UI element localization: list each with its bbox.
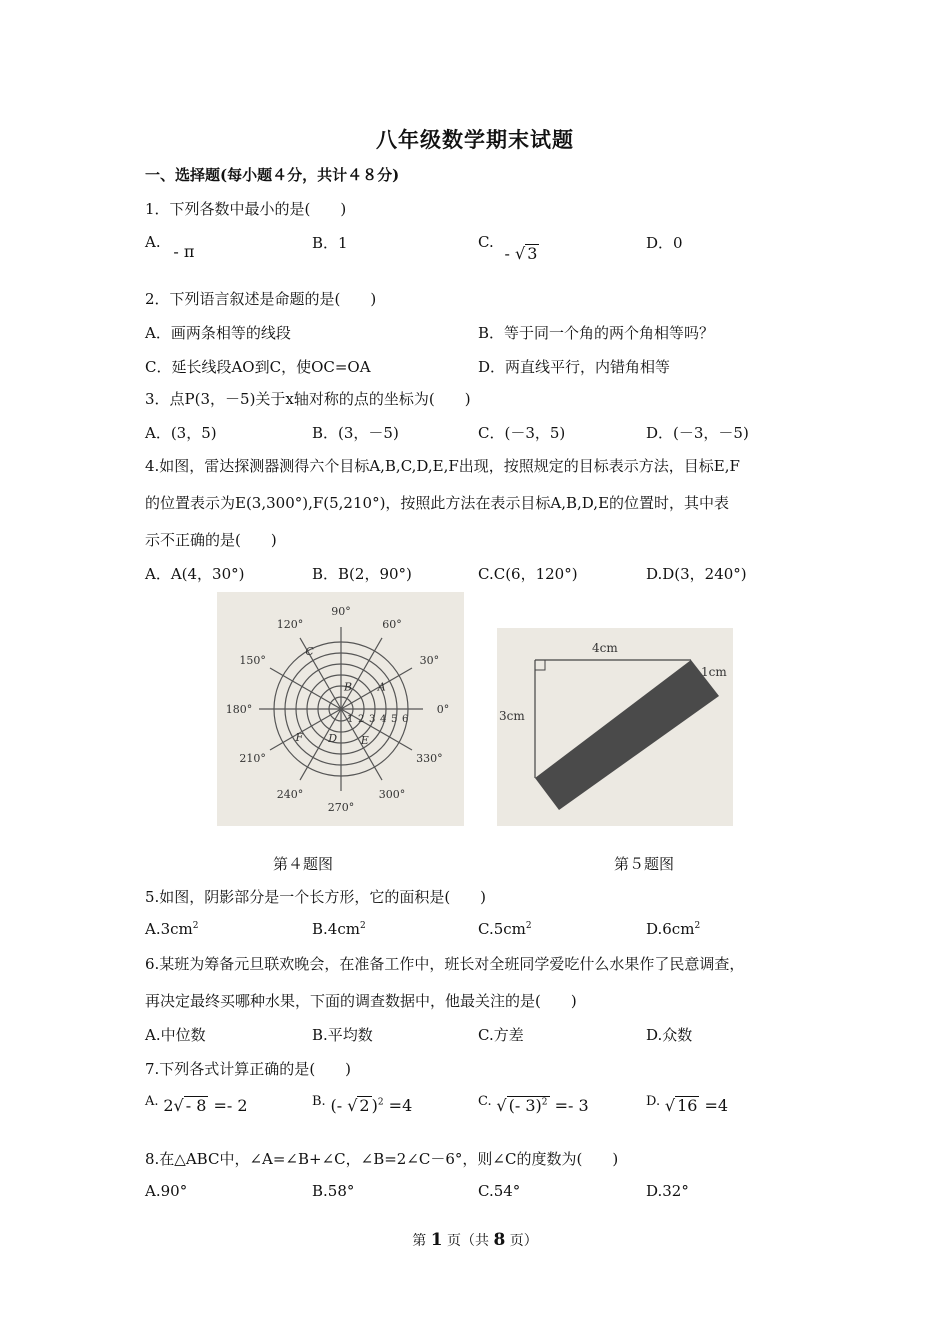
expr-d: √ 16 =4 [664,1096,729,1115]
radicand-group [507,1096,550,1115]
angle-label: 0° [436,703,450,716]
option-text: A.3cm [145,920,193,938]
question-3: 3．点P(3，－5)关于x轴对称的点的坐标为( ) [145,390,471,408]
shaded-rectangle [535,660,719,810]
result: =- 3 [549,1096,589,1115]
neg-sqrt3: - √ 3 [504,244,538,263]
figure-4-caption: 第４题图 [273,855,334,873]
question-5: 5.如图，阴影部分是一个长方形，它的面积是( ) [145,888,487,906]
figure-5-diagram [497,628,733,826]
question-4-line-1: 4.如图，雷达探测器测得六个目标A,B,C,D,E,F出现，按照规定的目标表示方法，目标E,F [145,457,740,475]
q4-option-c: C.C(6，120°) [478,565,578,583]
page-number: 1 [430,1230,443,1250]
q5-option-a [145,920,199,938]
angle-label: 150° [239,654,266,667]
question-2: 2．下列语言叙述是命题的是( ) [145,290,377,308]
figure-5-caption: 第５题图 [614,855,675,873]
option-text: D.6cm [646,920,695,938]
option-label: A. [145,233,161,251]
q3-option-c: C．(－3，5) [478,424,566,442]
q4-option-b: B．B(2，90°) [312,565,412,583]
label-4cm: 4cm [592,641,618,655]
superscript: 2 [694,921,701,931]
ring-number-label: 4 [380,714,387,725]
page-title: 八年级数学期末试题 [376,127,574,152]
q5-option-b [312,920,366,938]
footer-text: 页） [505,1233,538,1249]
question-4-line-2: 的位置表示为E(3,300°),F(5,210°)，按照此方法在表示目标A,B,D,E的位置时，其中表 [145,494,730,512]
target-point-label: E [360,734,369,748]
q1-option-d: D．0 [646,234,683,252]
q4-option-a: A．A(4，30°) [145,565,245,583]
q1-option-b: B．1 [312,234,348,252]
radicand: - 8 [185,1096,207,1115]
q6-option-b: B.平均数 [312,1026,373,1044]
exponent: 2 [377,1097,384,1108]
angle-label: 270° [327,801,355,814]
radicand: 2 [359,1096,370,1115]
q7-option-d [646,1096,728,1115]
rectangle-diagram [497,628,733,826]
q1-option-a [145,232,195,261]
option-label: C. [478,233,494,251]
target-point-label: D [328,732,338,746]
ring-number-label: 1 [347,714,354,725]
radicand: 3 [527,244,538,263]
ring-number-label: 3 [369,714,376,725]
minus-sign: - [504,244,515,263]
result: =- 2 [208,1096,248,1115]
superscript: 2 [525,921,532,931]
option-text: B.4cm [312,920,360,938]
q8-option-c: C.54° [478,1182,521,1200]
footer-text: 第 [412,1233,431,1249]
coef: 2 [163,1096,174,1115]
right-angle-mark [535,660,545,670]
section-heading: 一、选择题(每小题４分，共计４８分) [145,166,400,184]
superscript: 2 [192,921,199,931]
q3-option-a: A．(3，5) [145,424,217,442]
question-4-line-3: 示不正确的是( ) [145,531,277,549]
question-1: 1．下列各数中最小的是( ) [145,200,347,218]
radicand: (- 3) [508,1096,542,1115]
expr-c: √ (- 3)$^2$ =- 3 [496,1096,589,1115]
question-8: 8.在△ABC中，∠A=∠B+∠C，∠B=2∠C－6°，则∠C的度数为( ) [145,1150,619,1168]
q6-option-a: A.中位数 [145,1026,206,1044]
q2-option-d: D．两直线平行，内错角相等 [478,358,671,376]
question-6-line-2: 再决定最终买哪种水果，下面的调查数据中，他最关注的是( ) [145,992,577,1010]
q7-option-b [312,1096,412,1115]
q7-option-c [478,1096,589,1115]
q4-option-d: D.D(3，240°) [646,565,747,583]
open-paren: (- [330,1096,348,1115]
angle-label: 180° [225,703,253,716]
question-7: 7.下列各式计算正确的是( ) [145,1060,352,1078]
radicand: 16 [677,1096,698,1115]
q1-option-c [478,232,538,263]
target-point-label: B [344,680,353,694]
expr-a: 2√ - 8 =- 2 [163,1096,248,1115]
label-3cm: 3cm [499,709,525,723]
page-footer [0,1230,950,1250]
ring-number-label: 5 [391,714,398,725]
expr-b: (- √ 2 )$^2$ =4 [330,1096,413,1115]
angle-label: 240° [276,787,304,801]
target-point-label: F [295,731,304,744]
q3-option-b: B．(3，－5) [312,424,399,442]
q2-option-a: A．画两条相等的线段 [145,324,291,342]
angle-label: 120° [276,618,304,632]
option-label: D. [646,1094,661,1109]
ring-number-label: 6 [402,714,409,725]
angle-label: 60° [382,618,402,632]
angle-label: 210° [239,752,266,765]
q2-option-c: C．延长线段AO到C，使OC=OA [145,358,371,376]
target-point-label: A [377,680,386,694]
option-label: A. [145,1094,159,1109]
question-6-line-1: 6.某班为筹备元旦联欢晚会，在准备工作中，班长对全班同学爱吃什么水果作了民意调查， [145,955,745,973]
q8-option-a: A.90° [145,1182,188,1200]
page-total: 8 [493,1230,506,1250]
result: =4 [699,1096,729,1115]
angle-label: 30° [419,654,440,667]
angle-label: 90° [331,605,351,618]
q8-option-b: B.58° [312,1182,355,1200]
option-label: C. [478,1094,492,1109]
footer-text: 页（共 [442,1233,494,1249]
result: =4 [383,1096,413,1115]
label-1cm: 1cm [701,665,727,679]
q8-option-d: D.32° [646,1182,689,1200]
close-paren: ) [371,1096,378,1115]
target-point-label: C [305,644,314,658]
neg-pi: - π [173,242,195,261]
q7-option-a [145,1096,248,1115]
angle-label: 300° [378,787,406,801]
q6-option-d: D.众数 [646,1026,693,1044]
q3-option-d: D．(－3，－5) [646,424,749,442]
radar-diagram [217,592,464,826]
option-text: C.5cm [478,920,526,938]
superscript: 2 [359,921,366,931]
q5-option-d [646,920,700,938]
q2-option-b: B．等于同一个角的两个角相等吗？ [478,324,715,342]
figure-4-radar [217,592,464,826]
q5-option-c [478,920,532,938]
ring-number-label: 2 [358,714,365,725]
option-label: B. [312,1094,326,1109]
q6-option-c: C.方差 [478,1026,524,1044]
angle-label: 330° [416,752,443,765]
exponent: 2 [541,1097,548,1108]
